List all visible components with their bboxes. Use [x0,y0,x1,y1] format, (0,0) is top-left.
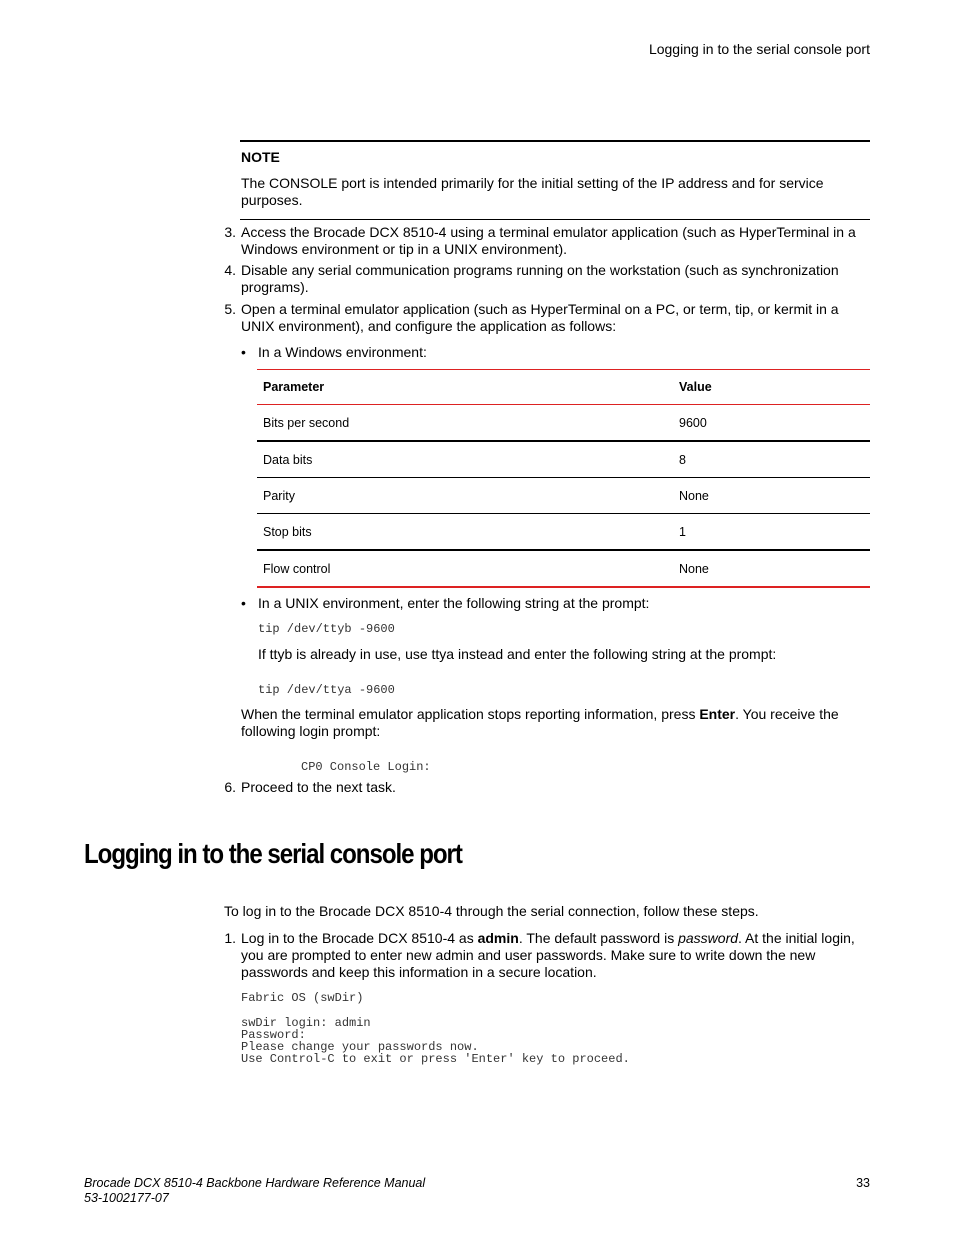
table-row [257,478,870,514]
running-header: Logging in to the serial console port [648,41,870,57]
table-cell: None [673,550,870,587]
code-line: swDir login: admin [241,1015,371,1030]
bullet-text: In a UNIX environment, enter the following string at the prompt: [258,595,650,611]
note-top-rule [240,140,870,142]
section-heading: Logging in to the serial console port [84,838,462,869]
table-cell: 1 [673,514,870,551]
table-header-value: Value [673,370,870,405]
step1-text-after: . At the initial login, you are prompted to enter new admin and user passwords. Make sure to write down the new passwords and keep this information in a secure location. [241,930,855,980]
table-cell: 9600 [673,405,870,442]
bullet-mark: • [241,344,246,360]
enter-key-label: Enter [699,706,736,722]
footer-page-number: 33 [856,1176,870,1190]
bullet-text: In a Windows environment: [258,344,427,360]
footer-left [84,1176,425,1206]
code-line: Fabric OS (swDir) [241,991,364,1005]
code-line: Use Control-C to exit or press 'Enter' key to proceed. [241,1052,630,1067]
step-number: 5. [224,301,236,317]
footer-doc-number: 53-1002177-07 [84,1191,169,1205]
section-intro: To log in to the Brocade DCX 8510-4 through the serial connection, follow these steps. [224,903,759,919]
footer-manual-title: Brocade DCX 8510-4 Backbone Hardware Reference Manual [84,1176,426,1190]
ttyb-note: If ttyb is already in use, use ttya instead and enter the following string at the prompt: [258,646,777,662]
step1-text-middle: . The default password is [518,930,679,946]
step-text: Proceed to the next task. [241,779,396,795]
step-text: Access the Brocade DCX 8510-4 using a terminal emulator application (such as HyperTerminal in a Windows environment or tip in a UNIX environment). [241,224,856,257]
table-cell: Bits per second [257,405,673,442]
code-block-login [241,992,630,1066]
table-cell: Parity [257,478,673,514]
note-bottom-rule [240,219,870,220]
step-text [241,930,866,981]
bullet-mark: • [241,595,246,611]
step-number: 4. [224,262,236,278]
code-line: Password: [241,1027,306,1042]
note-text: The CONSOLE port is intended primarily for the initial setting of the IP address and for service purposes. [241,175,824,208]
step1-text-before: Log in to the Brocade DCX 8510-4 as [241,930,478,946]
table-cell: Stop bits [257,514,673,551]
table-row [257,441,870,478]
code-login-prompt: CP0 Console Login: [301,760,431,774]
step-number: 3. [224,224,236,240]
login-paragraph [241,706,866,740]
code-ttyb: tip /dev/ttyb -9600 [258,622,395,636]
table-cell: Data bits [257,441,673,478]
table-cell: 8 [673,441,870,478]
password-label: password [678,930,739,946]
table-cell: None [673,478,870,514]
note-title: NOTE [241,149,280,165]
step-number: 1. [224,930,236,946]
step-text: Disable any serial communication programs running on the workstation (such as synchronization programs). [241,262,839,295]
admin-label: admin [477,930,519,946]
login-text-after: . You receive the following login prompt: [241,706,839,739]
table-row [257,550,870,587]
table-header-row [257,370,870,405]
table-header-parameter: Parameter [257,370,673,405]
settings-table [257,369,870,588]
table-cell: Flow control [257,550,673,587]
table-row [257,405,870,442]
code-line: Please change your passwords now. [241,1040,479,1055]
code-line [241,1004,630,1016]
table-row [257,514,870,551]
step-text: Open a terminal emulator application (such as HyperTerminal on a PC, or term, tip, or kermit in a UNIX environment), and configure the application as follows: [241,301,839,334]
step-number: 6. [224,779,236,795]
code-ttya: tip /dev/ttya -9600 [258,683,395,697]
login-text-before: When the terminal emulator application stops reporting information, press [241,706,700,722]
